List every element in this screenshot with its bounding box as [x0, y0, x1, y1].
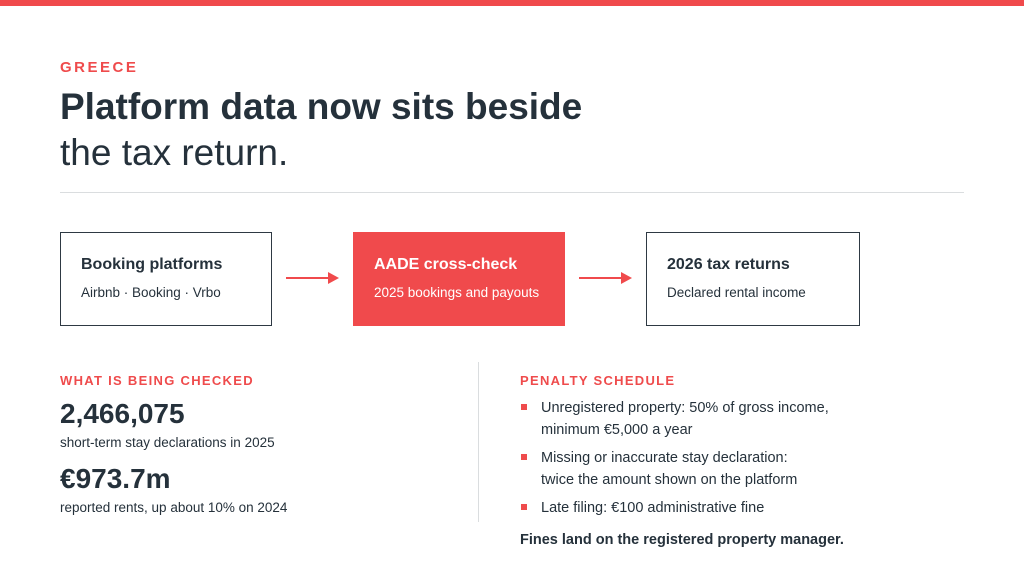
- arrow-right-icon: [579, 270, 633, 286]
- column-divider: [478, 362, 479, 522]
- list-item: [520, 397, 960, 441]
- bullet-square-icon: [521, 404, 527, 410]
- penalty-line: Missing or inaccurate stay declaration:: [541, 450, 788, 466]
- flow-box-subtitle: Airbnb · Booking · Vrbo: [81, 285, 221, 300]
- penalty-list: [520, 397, 960, 525]
- top-accent-bar: [0, 0, 1024, 6]
- title-line-1: Platform data now sits beside: [60, 86, 583, 127]
- penalty-line: Late filing: €100 administrative fine: [541, 500, 765, 516]
- title-line-2: the tax return.: [60, 132, 289, 173]
- flow-box-title: Booking platforms: [81, 256, 223, 273]
- stat-declarations-value: 2,466,075: [60, 398, 185, 429]
- checked-section-label: WHAT IS BEING CHECKED: [60, 373, 254, 388]
- flow-box-tax-returns: [646, 232, 860, 326]
- page-title: [60, 84, 760, 176]
- flow-box-booking-platforms: [60, 232, 272, 326]
- list-item: [520, 447, 960, 491]
- stat-declarations-caption: short-term stay declarations in 2025: [60, 435, 275, 450]
- flow-box-title: AADE cross-check: [374, 256, 518, 273]
- flow-box-aade-cross-check: [353, 232, 565, 326]
- flow-box-subtitle: 2025 bookings and payouts: [374, 285, 540, 300]
- arrow-right-icon: [286, 270, 340, 286]
- flow-box-title: 2026 tax returns: [667, 256, 790, 273]
- header-divider: [60, 192, 964, 193]
- list-item: [520, 497, 960, 519]
- flow-box-subtitle: Declared rental income: [667, 285, 806, 300]
- penalty-line: minimum €5,000 a year: [541, 422, 693, 438]
- penalty-line: Unregistered property: 50% of gross income,: [541, 400, 829, 416]
- penalty-line: twice the amount shown on the platform: [541, 472, 798, 488]
- kicker: GREECE: [60, 59, 139, 76]
- bullet-square-icon: [521, 504, 527, 510]
- penalty-section-label: PENALTY SCHEDULE: [520, 373, 676, 388]
- bullet-square-icon: [521, 454, 527, 460]
- stat-rents-value: €973.7m: [60, 463, 171, 494]
- penalty-note: Fines land on the registered property manager.: [520, 532, 844, 548]
- stat-rents-caption: reported rents, up about 10% on 2024: [60, 500, 288, 515]
